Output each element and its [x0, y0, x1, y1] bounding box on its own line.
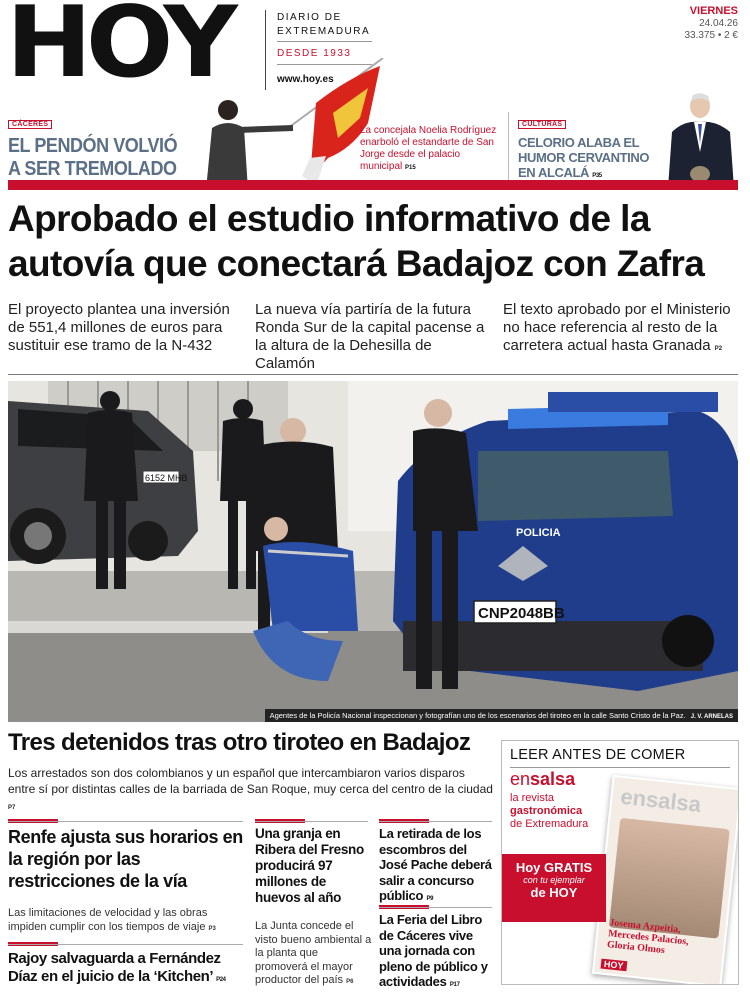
teaser-right-headline — [518, 135, 668, 184]
teaser-divider — [508, 112, 509, 180]
offer-badge — [502, 854, 606, 922]
story-rule — [379, 821, 492, 822]
page-ref: P35 — [592, 173, 602, 179]
section-tag: CULTURAS — [518, 120, 566, 129]
tagline-rule — [277, 41, 372, 42]
promo-sub-3: de Extremadura — [510, 818, 589, 830]
cover-text: Josema Azpeitia, Mercedes Palacios, Gloria Olmos — [606, 917, 690, 957]
lead-rule — [8, 374, 738, 375]
celorio-photo — [664, 92, 738, 188]
page-ref: P2 — [714, 346, 723, 352]
page-ref: P9 — [426, 896, 434, 902]
lead-headline-line-1: Aprobado el estudio informativo de la — [8, 198, 650, 239]
brand-part-1: en — [510, 769, 531, 789]
lead-headline[interactable] — [8, 196, 743, 286]
second-text — [8, 765, 495, 816]
granja-text — [255, 920, 373, 990]
police-scene — [8, 381, 738, 722]
cover-brand: ensalsa — [619, 783, 703, 818]
cover-footer: HOY — [600, 959, 626, 972]
teaser-right[interactable] — [518, 113, 668, 184]
story-rule — [8, 821, 243, 822]
story-rule — [255, 821, 368, 822]
tagline-2: EXTREMADURA — [277, 26, 371, 37]
page-ref: P24 — [216, 977, 226, 983]
section-tag: CÁCERES — [8, 120, 52, 129]
teaser-headline-2: A SER TREMOLADO — [8, 158, 177, 180]
page-ref: P17 — [449, 982, 460, 988]
page-ref: P15 — [405, 165, 416, 171]
lead-subcol-3 — [503, 301, 741, 358]
masthead-rule — [8, 180, 738, 190]
offer-line-3: de HOY — [530, 885, 578, 900]
caption-text: Agentes de la Policía Nacional inspeccionan y fotografían uno de los escenarios del tiroteo en la calle Santo Cristo de la Paz. — [269, 711, 686, 720]
story-text: Las limitaciones de velocidad y las obras impiden cumplir con los tiempos de viaje — [8, 907, 208, 933]
promo-brand — [510, 769, 575, 790]
teaser-left[interactable] — [8, 113, 208, 181]
promo-header: LEER ANTES DE COMER — [510, 747, 686, 763]
renfe-headline[interactable]: Renfe ajusta sus horarios en la región por las restricciones de la vía — [8, 827, 243, 891]
story-rule — [379, 907, 492, 908]
website-link[interactable]: www.hoy.es — [277, 74, 334, 85]
headline-text: Rajoy salvaguarda a Fernández Díaz en el juicio de la ‘Kitchen’ — [8, 950, 221, 985]
offer-line-2: con tu ejemplar — [523, 875, 585, 885]
rajoy-headline[interactable] — [8, 950, 248, 989]
promo-sub-1: la revista — [510, 792, 555, 804]
lead-subcol-2: La nueva vía partiría de la futura Ronda Sur de la capital pacense a la altura de la Dehesilla de Calamón — [255, 301, 485, 372]
police-plate: CNP2048BB — [478, 605, 565, 622]
headline-text: CELORIO ALABA EL HUMOR CERVANTINO EN ALCALÁ — [518, 135, 650, 180]
brand-part-2: salsa — [530, 769, 576, 789]
headline-text: La Feria del Libro de Cáceres vive una jornada con pleno de público y actividades — [379, 912, 488, 989]
day-label: VIERNES — [689, 5, 738, 17]
renfe-text — [8, 906, 243, 936]
page-ref: P7 — [8, 805, 16, 811]
police-car-label: POLICIA — [516, 527, 561, 539]
headline-text: La retirada de los escombros del José Pache deberá salir a concurso público — [379, 826, 492, 903]
photo-caption — [265, 709, 738, 722]
page-ref: P6 — [346, 979, 354, 985]
suv-plate: 6152 MHB — [145, 473, 188, 483]
promo-box[interactable] — [501, 740, 739, 985]
tagline-1: DIARIO DE — [277, 12, 342, 23]
teaser-headline-1: EL PENDÓN VOLVIÓ — [8, 135, 178, 157]
promo-header-rule — [510, 767, 730, 768]
escombros-headline[interactable] — [379, 826, 497, 908]
page-ref: P3 — [208, 926, 216, 932]
offer-line-1: Hoy GRATIS — [515, 860, 593, 875]
lead-headline-line-2: autovía que conectará Badajoz con Zafra — [8, 243, 705, 284]
issue-price: 33.375 • 2 € — [684, 30, 738, 41]
logo[interactable]: HOY — [6, 0, 232, 100]
second-headline[interactable]: Tres detenidos tras otro tiroteo en Badajoz — [8, 729, 471, 756]
story-rule — [8, 944, 243, 945]
subcol-text: El texto aprobado por el Ministerio no hace referencia al resto de la carretera actual hasta Granada — [503, 301, 731, 354]
promo-sub-2: gastronómica — [510, 805, 583, 817]
main-photo[interactable] — [8, 381, 738, 722]
story-text: Los arrestados son dos colombianos y un español que intercambiaron varios disparos entre sí por distintas calles de la barriada de San Roque, muy cerca del centro de la ciudad — [8, 766, 493, 796]
lead-subcol-1: El proyecto plantea una inversión de 551,4 millones de euros para sustituir ese tramo de la N-432 — [8, 301, 230, 354]
photo-credit: J. V. ARNELAS — [690, 714, 733, 720]
date-label: 24.04.26 — [699, 18, 738, 29]
since-label: DESDE 1933 — [277, 48, 352, 59]
caption-text: La concejala Noelia Rodríguez enarboló el estandarte de San Jorge desde el palacio municipal — [360, 125, 497, 172]
granja-headline[interactable]: Una granja en Ribera del Fresno producirá 97 millones de huevos al año — [255, 826, 364, 905]
story-text: La Junta concede el visto bueno ambiental a la planta que promoverá el mayor productor del país — [255, 920, 372, 986]
feria-headline[interactable] — [379, 912, 497, 994]
teaser-left-caption — [360, 125, 500, 174]
magazine-cover — [592, 775, 739, 985]
